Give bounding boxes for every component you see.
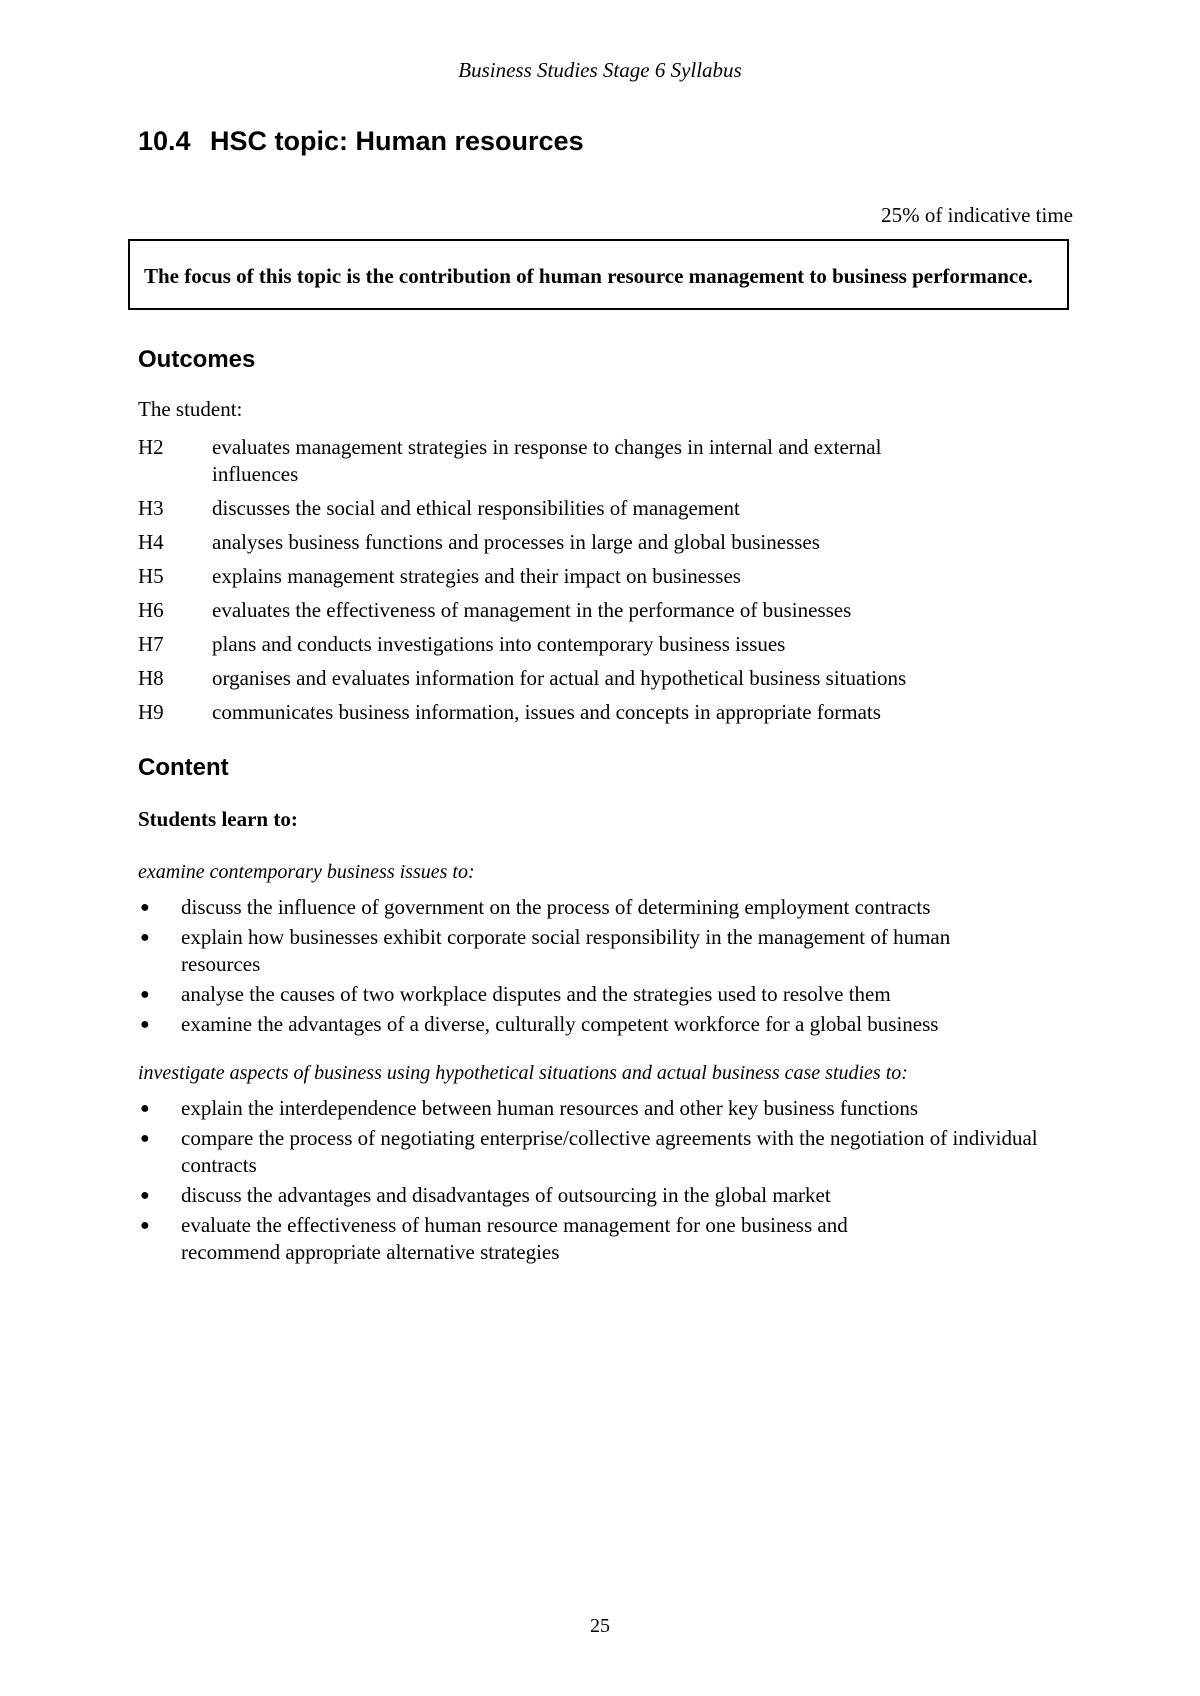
- outcome-text: evaluates management strategies in response to changes in internal and external influences: [212, 435, 882, 487]
- bullet-list: [138, 894, 1073, 1038]
- topic-title-text: HSC topic: Human resources: [210, 126, 584, 156]
- list-item: [138, 1125, 1073, 1179]
- list-item: [138, 1095, 1073, 1122]
- outcome-code: H7: [138, 632, 164, 657]
- outcome-text: discusses the social and ethical responsibilities of management: [212, 496, 740, 521]
- outcome-code: H9: [138, 700, 164, 725]
- list-item: [138, 981, 1073, 1008]
- bullet-icon: ●: [140, 1100, 150, 1118]
- content-group-heading: investigate aspects of business using hypothetical situations and actual business case studies to:: [138, 1062, 908, 1085]
- outcome-text: plans and conducts investigations into contemporary business issues: [212, 632, 786, 657]
- list-item: [138, 1011, 1073, 1038]
- outcome-item: [138, 434, 1073, 488]
- list-item: [138, 894, 1073, 921]
- outcome-code: H6: [138, 598, 164, 623]
- outcome-item: [138, 665, 1073, 692]
- topic-number: 10.4: [138, 126, 191, 156]
- bullet-icon: ●: [140, 929, 150, 947]
- content-heading: Content: [138, 754, 229, 782]
- outcomes-heading: Outcomes: [138, 346, 256, 374]
- list-item-text: analyse the causes of two workplace disputes and the strategies used to resolve them: [181, 982, 891, 1007]
- outcome-code: H5: [138, 564, 164, 589]
- bullet-icon: ●: [140, 1016, 150, 1034]
- list-item-text: explain the interdependence between human resources and other key business functions: [181, 1096, 919, 1121]
- outcome-item: [138, 495, 1073, 522]
- outcome-list: [138, 434, 1073, 726]
- outcome-item: [138, 699, 1073, 726]
- list-item: [138, 1212, 1073, 1266]
- outcome-text: organises and evaluates information for actual and hypothetical business situations: [212, 666, 907, 691]
- students-learn-heading: Students learn to:: [138, 807, 298, 832]
- list-item: [138, 1182, 1073, 1209]
- outcome-text: explains management strategies and their impact on businesses: [212, 564, 741, 589]
- bullet-icon: ●: [140, 1187, 150, 1205]
- content-group-heading: examine contemporary business issues to:: [138, 861, 475, 884]
- outcome-item: [138, 597, 1073, 624]
- list-item-text: explain how businesses exhibit corporate social responsibility in the management of human resources: [181, 925, 951, 977]
- outcome-item: [138, 631, 1073, 658]
- outcome-item: [138, 529, 1073, 556]
- list-item-text: compare the process of negotiating enterprise/collective agreements with the negotiation of individual contracts: [181, 1126, 1038, 1178]
- outcome-code: H2: [138, 435, 164, 460]
- bullet-icon: ●: [140, 986, 150, 1004]
- running-header: Business Studies Stage 6 Syllabus: [458, 58, 742, 82]
- topic-title: [138, 125, 1073, 157]
- list-item-text: evaluate the effectiveness of human resource management for one business and recommend appropriate alternative strategies: [181, 1213, 848, 1265]
- bullet-list: [138, 1095, 1073, 1266]
- outcome-text: communicates business information, issues and concepts in appropriate formats: [212, 700, 881, 725]
- outcome-code: H3: [138, 496, 164, 521]
- bullet-icon: ●: [140, 1130, 150, 1148]
- page-content: [138, 125, 1073, 1269]
- outcome-code: H8: [138, 666, 164, 691]
- outcome-text: analyses business functions and processes in large and global businesses: [212, 530, 820, 555]
- list-item-text: examine the advantages of a diverse, culturally competent workforce for a global business: [181, 1012, 939, 1037]
- outcomes-intro: The student:: [138, 397, 243, 422]
- page-number: 25: [590, 1615, 610, 1637]
- bullet-icon: ●: [140, 899, 150, 917]
- outcome-code: H4: [138, 530, 164, 555]
- outcome-item: [138, 563, 1073, 590]
- bullet-icon: ●: [140, 1217, 150, 1235]
- list-item-text: discuss the advantages and disadvantages of outsourcing in the global market: [181, 1183, 831, 1208]
- outcome-text: evaluates the effectiveness of management in the performance of businesses: [212, 598, 852, 623]
- focus-box: The focus of this topic is the contribution of human resource management to business performance.: [128, 239, 1069, 310]
- indicative-time-note: 25% of indicative time: [881, 203, 1073, 228]
- list-item: [138, 924, 1073, 978]
- list-item-text: discuss the influence of government on the process of determining employment contracts: [181, 895, 931, 920]
